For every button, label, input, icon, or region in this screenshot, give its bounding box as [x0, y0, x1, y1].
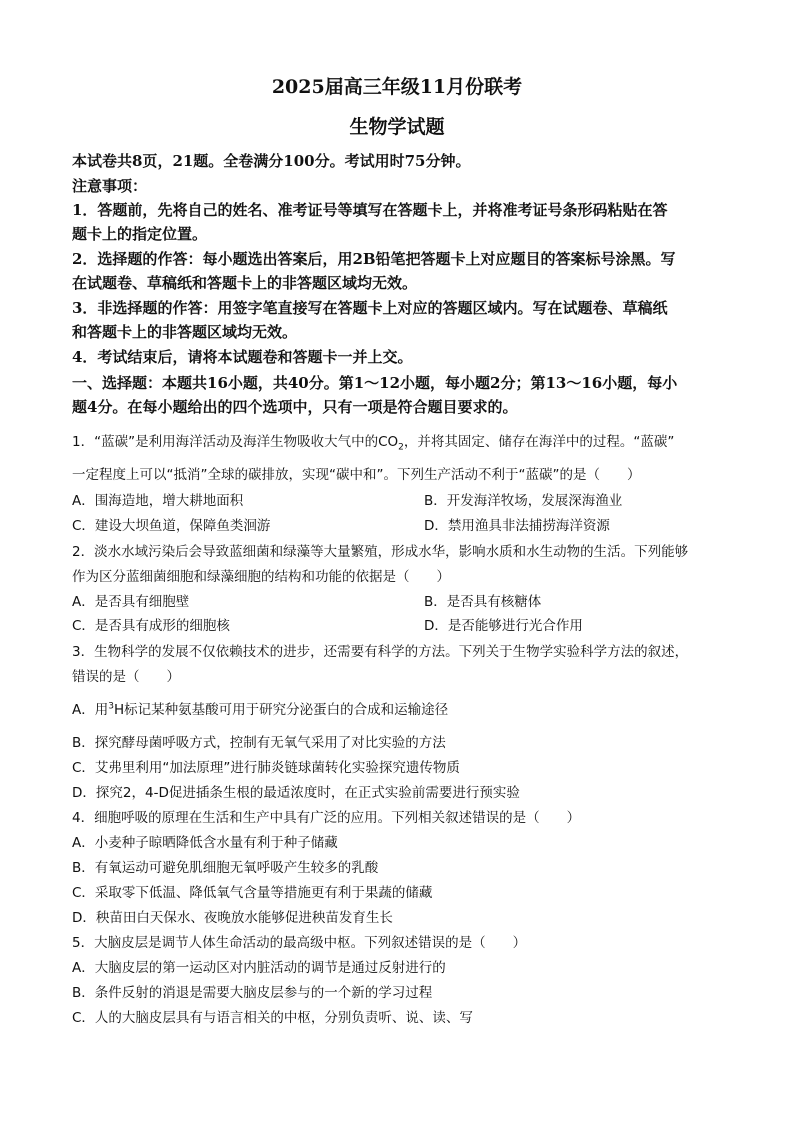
section-heading: 题4分。在每小题给出的四个选项中，只有一项是符合题目要求的。: [72, 398, 518, 416]
exam-subtitle: 生物学试题: [349, 116, 445, 138]
question-3-option-c: C．艾弗里利用“加法原理”进行肺炎链球菌转化实验探究遗传物质: [72, 760, 460, 776]
question-2-option-c: C．是否具有成形的细胞核: [72, 618, 230, 634]
notice-line: 1．答题前，先将自己的姓名、准考证号等填写在答题卡上，并将准考证号条形码粘贴在答: [72, 201, 668, 219]
notice-line: 题卡上的指定位置。: [72, 225, 208, 243]
question-2-option-b: B．是否具有核糖体: [424, 594, 542, 610]
question-5-option-a: A．大脑皮层的第一运动区对内脏活动的调节是通过反射进行的: [72, 960, 446, 976]
question-3-option-b: B．探究酵母菌呼吸方式，控制有无氧气采用了对比实验的方法: [72, 735, 446, 751]
question-4-option-d: D．秧苗田白天保水、夜晚放水能够促进秧苗发育生长: [72, 910, 393, 926]
question-3-option-a: A．用$^3$H标记某种氨基酸可用于研究分泌蛋白的合成和运输途径: [72, 701, 449, 718]
question-4-option-c: C．采取零下低温、降低氧气含量等措施更有利于果蔬的储藏: [72, 885, 433, 901]
question-3-option-d: D．探究2，4-D促进插条生根的最适浓度时，在正式实验前需要进行预实验: [72, 785, 520, 801]
question-3-stem: 3．生物科学的发展不仅依赖技术的进步，还需要有科学的方法。下列关于生物学实验科学方法的叙述，: [72, 644, 689, 660]
question-1-option-d: D．禁用渔具非法捕捞海洋资源: [424, 518, 610, 534]
exam-title: 2025届高三年级11月份联考: [271, 76, 523, 98]
question-2-stem: 作为区分蓝细菌细胞和绿藻细胞的结构和功能的依据是（ ）: [72, 569, 450, 585]
question-4-option-a: A．小麦种子晾晒降低含水量有利于种子储藏: [72, 835, 338, 851]
question-2-option-d: D．是否能够进行光合作用: [424, 618, 583, 634]
question-3-stem: 错误的是（ ）: [72, 669, 180, 685]
notice-line: 3．非选择题的作答：用签字笔直接写在答题卡上对应的答题区域内。写在试题卷、草稿纸: [72, 299, 668, 317]
question-2-option-a: A．是否具有细胞壁: [72, 594, 190, 610]
notice-line: 2．选择题的作答：每小题选出答案后，用2B铅笔把答题卡上对应题目的答案标号涂黑。写: [72, 250, 676, 268]
section-heading: 一、选择题：本题共16小题，共40分。第1～12小题，每小题2分；第13～16小题，每小: [72, 374, 678, 392]
question-4-stem: 4．细胞呼吸的原理在生活和生产中具有广泛的应用。下列相关叙述错误的是（ ）: [72, 810, 581, 826]
question-5-stem: 5．大脑皮层是调节人体生命活动的最高级中枢。下列叙述错误的是（ ）: [72, 935, 527, 951]
question-1-option-c: C．建设大坝鱼道，保障鱼类洄游: [72, 518, 271, 534]
question-5-option-b: B．条件反射的消退是需要大脑皮层参与的一个新的学习过程: [72, 985, 433, 1001]
notice-line: 4．考试结束后，请将本试题卷和答题卡一并上交。: [72, 348, 413, 366]
question-1-option-b: B．开发海洋牧场，发展深海渔业: [424, 493, 623, 509]
notice-line: 和答题卡上的非答题区域均无效。: [72, 323, 298, 341]
notice-heading: 注意事项：: [72, 177, 148, 195]
question-1-stem: 一定程度上可以“抵消”全球的碳排放，实现“碳中和”。下列生产活动不利于“蓝碳”的是（ ）: [72, 467, 641, 483]
question-1-stem: 1．“蓝碳”是利用海洋活动及海洋生物吸收大气中的$CO_2$，并将其固定、储存在海洋中的过程。“蓝碳”: [72, 434, 675, 453]
question-4-option-b: B．有氧运动可避免肌细胞无氧呼吸产生较多的乳酸: [72, 860, 379, 876]
question-2-stem: 2．淡水水域污染后会导致蓝细菌和绿藻等大量繁殖，形成水华，影响水质和水生动物的生活。下列能够: [72, 544, 689, 560]
question-1-option-a: A．围海造地，增大耕地面积: [72, 493, 244, 509]
notice-line: 在试题卷、草稿纸和答题卡上的非答题区域均无效。: [72, 274, 418, 292]
question-5-option-c: C．人的大脑皮层具有与语言相关的中枢，分别负责听、说、读、写: [72, 1010, 473, 1026]
exam-intro: 本试卷共8页，21题。全卷满分100分。考试用时75分钟。: [72, 152, 471, 170]
